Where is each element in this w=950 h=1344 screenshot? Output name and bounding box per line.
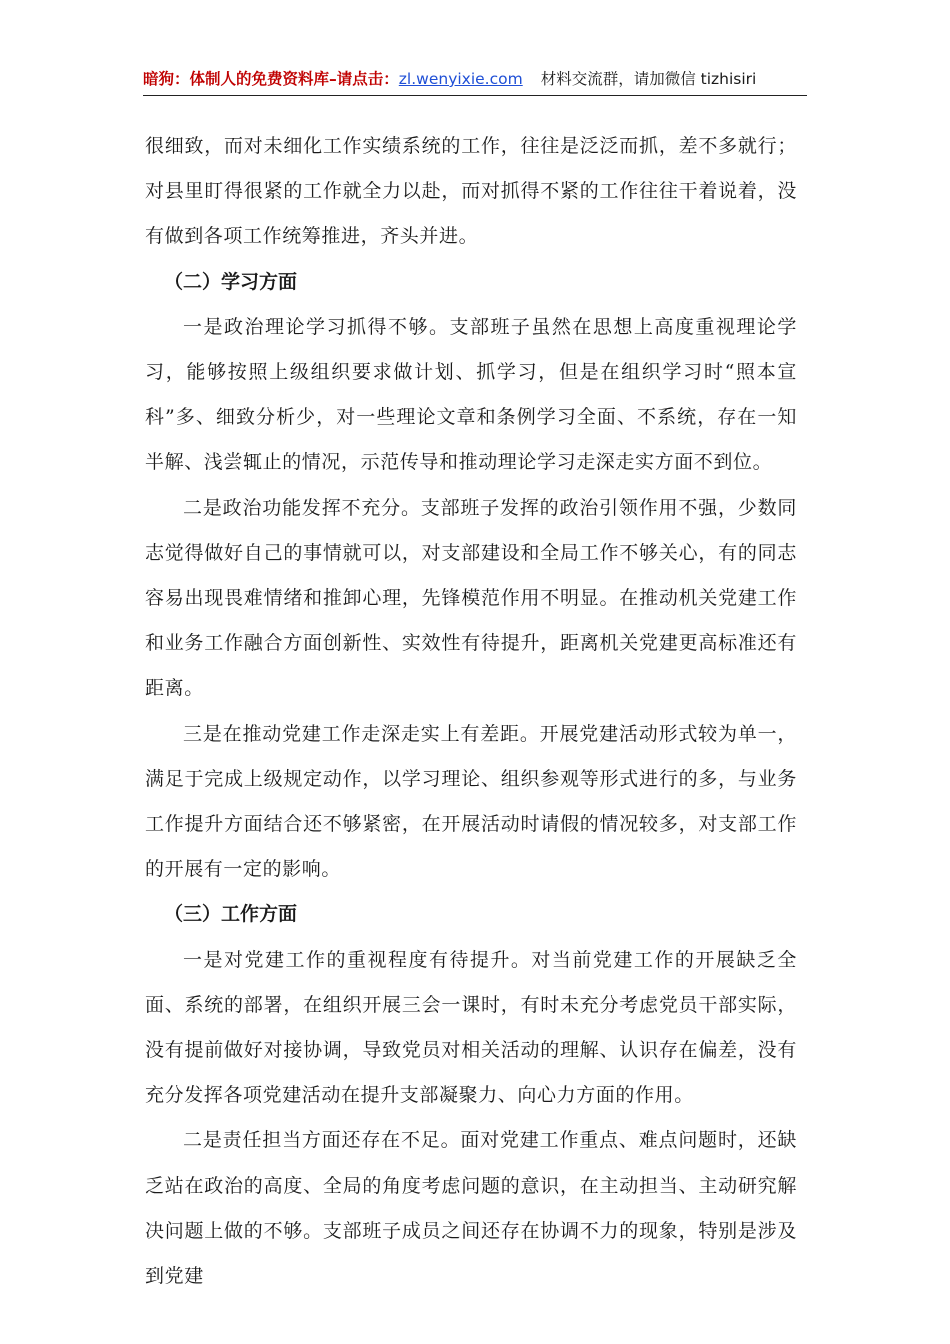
document-body [145,124,797,1299]
section-heading-study: （二）学习方面 [164,270,298,293]
paragraph-continued: 很细致，而对未细化工作实绩系统的工作，往往是泛泛而抓，差不多就行；对县里盯得很紧的工作就全力以赴，而对抓得不紧的工作往往干着说着，没有做到各项工作统筹推进，齐头并进。 [145,135,797,248]
paragraph-study-3: 三是在推动党建工作走深走实上有差距。开展党建活动形式较为单一，满足于完成上级规定动作，以学习理论、组织参观等形式进行的多，与业务工作提升方面结合还不够紧密，在开展活动时请假的情况较多，对支部工作的开展有一定的影响。 [145,722,797,881]
page-header [143,66,807,96]
header-prompt: –请点击： [329,70,399,88]
paragraph-study-2: 二是政治功能发挥不充分。支部班子发挥的政治引领作用不强，少数同志觉得做好自己的事情就可以，对支部建设和全局工作不够关心，有的同志容易出现畏难情绪和推卸心理，先锋模范作用不明显。在推动机关党建工作和业务工作融合方面创新性、实效性有待提升，距离机关党建更高标准还有距离。 [145,496,797,700]
paragraph-study-1: 一是政治理论学习抓得不够。支部班子虽然在思想上高度重视理论学习，能够按照上级组织要求做计划、抓学习，但是在组织学习时“照本宣科”多、细致分析少，对一些理论文章和条例学习全面、不系统，存在一知半解、浅尝辄止的情况，示范传导和推动理论学习走深走实方面不到位。 [145,315,797,474]
header-wechat: 材料交流群，请加微信 tizhisiri [540,70,757,88]
paragraph-work-2: 二是责任担当方面还存在不足。面对党建工作重点、难点问题时，还缺乏站在政治的高度、全局的角度考虑问题的意识，在主动担当、主动研究解决问题上做的不够。支部班子成员之间还存在协调不力的现象，特别是涉及到党建 [145,1129,797,1288]
header-brand: 暗狗：体制人的免费资料库 [143,70,330,88]
header-link[interactable]: zl.wenyixie.com [398,70,523,88]
paragraph-work-1: 一是对党建工作的重视程度有待提升。对当前党建工作的开展缺乏全面、系统的部署，在组织开展三会一课时，有时未充分考虑党员干部实际，没有提前做好对接协调，导致党员对相关活动的理解、认识存在偏差，没有充分发挥各项党建活动在提升支部凝聚力、向心力方面的作用。 [145,948,797,1107]
section-heading-work: （三）工作方面 [164,903,298,926]
